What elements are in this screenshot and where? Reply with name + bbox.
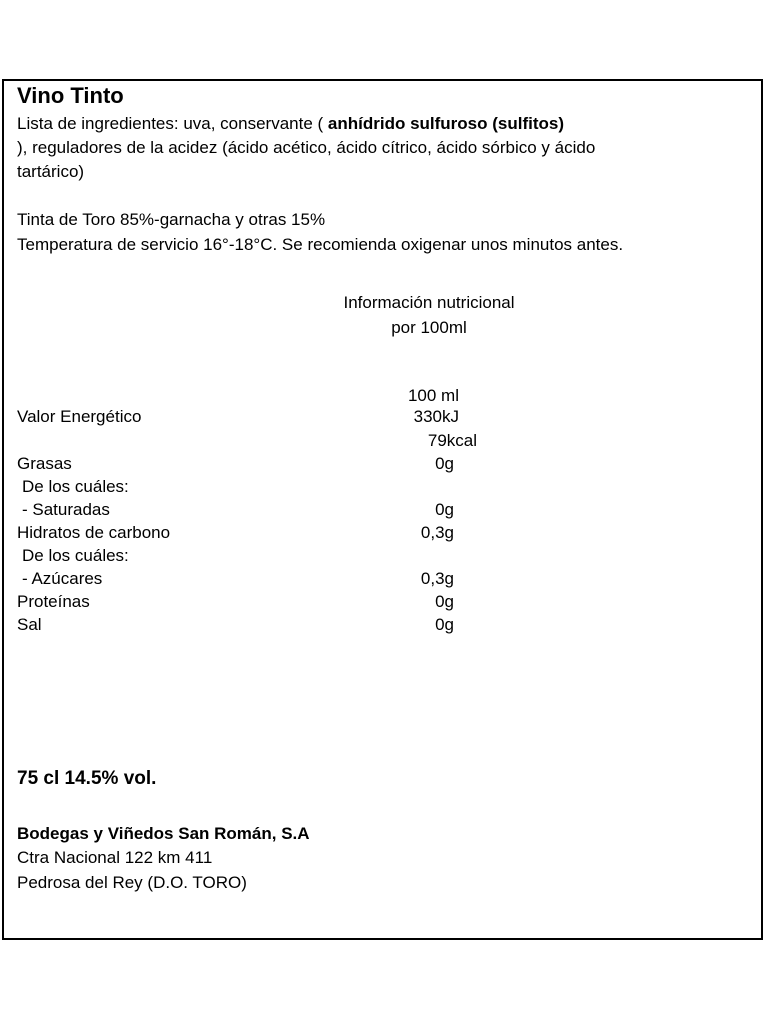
nutrition-subheading: por 100ml — [391, 318, 467, 337]
grape-varieties: Tinta de Toro 85%-garnacha y otras 15% — [17, 210, 326, 229]
nutrition-row-value: 330kJ — [413, 407, 459, 426]
producer-name: Bodegas y Viñedos San Román, S.A — [17, 824, 310, 843]
nutrition-row-label: Valor Energético — [17, 407, 142, 426]
nutrition-row-label: Sal — [17, 615, 42, 634]
ingredients-line-2: ), reguladores de la acidez (ácido acético, ácido cítrico, ácido sórbico y ácido — [17, 138, 596, 157]
volume-alcohol: 75 cl 14.5% vol. — [17, 768, 157, 789]
serving-temperature: Temperatura de servicio 16°-18°C. Se recomienda oxigenar unos minutos antes. — [17, 235, 624, 254]
nutrition-row-value: 0,3g — [420, 523, 454, 542]
producer-address-1: Ctra Nacional 122 km 411 — [17, 848, 213, 867]
nutrition-row-label: De los cuáles: — [22, 546, 129, 565]
nutrition-row-value: 0g — [435, 615, 454, 634]
nutrition-heading: Información nutricional — [343, 293, 515, 312]
ingredients-allergen: anhídrido sulfuroso (sulfitos) — [327, 114, 565, 133]
ingredients-line-3: tartárico) — [17, 162, 85, 181]
nutrition-column-header: 100 ml — [407, 386, 459, 405]
nutrition-row-value: 0g — [435, 500, 454, 519]
nutrition-row-value: 0g — [435, 454, 454, 473]
nutrition-row-label: Proteínas — [17, 592, 90, 611]
nutrition-row-value: 79kcal — [427, 431, 477, 450]
nutrition-row-value: 0g — [435, 592, 454, 611]
nutrition-row-label: - Saturadas — [22, 500, 110, 519]
ingredients-line-1 — [17, 114, 564, 134]
nutrition-row-label: Hidratos de carbono — [17, 523, 171, 542]
ingredients-prefix: Lista de ingredientes: uva, conservante ( — [17, 114, 328, 133]
nutrition-row-label: - Azúcares — [22, 569, 103, 588]
producer-address-2: Pedrosa del Rey (D.O. TORO) — [17, 873, 247, 892]
wine-label — [2, 79, 763, 940]
nutrition-row-label: Grasas — [17, 454, 72, 473]
nutrition-row-label: De los cuáles: — [22, 477, 129, 496]
nutrition-row-value: 0,3g — [420, 569, 454, 588]
product-title: Vino Tinto — [17, 83, 124, 108]
